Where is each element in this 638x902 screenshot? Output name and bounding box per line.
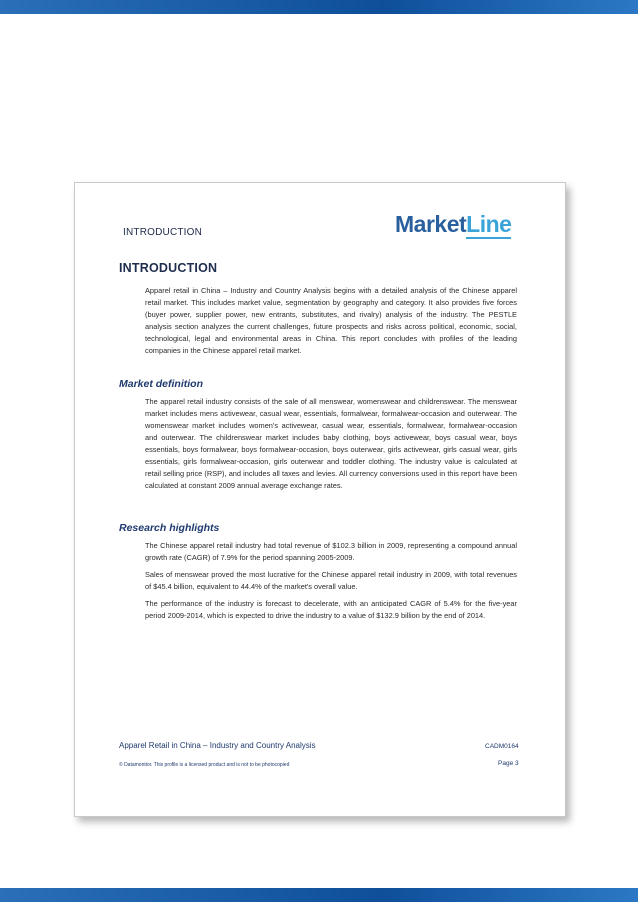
footer-page-number: Page 3 (498, 760, 519, 767)
top-brand-band (0, 0, 638, 14)
research-highlights-heading: Research highlights (119, 522, 220, 534)
logo-line-text: Line (466, 211, 512, 237)
bottom-brand-band (0, 888, 638, 902)
highlight-paragraph: The performance of the industry is forecast to decelerate, with an anticipated CAGR of 5.4% for the five-year period 2009-2014, which is expected to drive the industry to a value of $132.9 billion by the end of 2014. (145, 599, 517, 620)
intro-paragraph: Apparel retail in China – Industry and Country Analysis begins with a detailed analysis of the Chinese apparel retail market. This includes market value, segmentation by geography and category. It also provides five forces (buyer power, supplier power, new entrants, substitutes, and rivalry) analysis of the industry. The PESTLE analysis section analyzes the current challenges, future prospects and risks across political, economic, social, technological, legal and environmental areas in China. This report concludes with profiles of the leading companies in the Chinese apparel retail market. (145, 286, 517, 355)
market-definition-heading: Market definition (119, 378, 204, 390)
marketline-logo (395, 211, 511, 241)
highlight-paragraph: The Chinese apparel retail industry had total revenue of $102.3 billion in 2009, representing a compound annual growth rate (CAGR) of 7.9% for the period spanning 2005-2009. (145, 541, 517, 562)
highlight-paragraph: Sales of menswear proved the most lucrative for the Chinese apparel retail industry in 2009, with total revenues of $45.4 billion, equivalent to 44.4% of the market's overall value. (145, 570, 517, 591)
footer-copyright: © Datamonitor. This profile is a licensed product and is not to be photocopied (119, 762, 290, 768)
logo-market-text: Market (395, 211, 467, 237)
header-section-label: INTRODUCTION (123, 227, 203, 238)
document-page (74, 182, 566, 817)
footer-report-title: Apparel Retail in China – Industry and Country Analysis (119, 741, 316, 750)
footer-report-code: CADM0164 (485, 743, 519, 750)
page-title: INTRODUCTION (119, 261, 218, 275)
market-definition-paragraph: The apparel retail industry consists of the sale of all menswear, womenswear and childrenswear. The menswear market includes mens activewear, casual wear, essentials, formalwear, formalwear-occasion and outerwear. The womenswear market includes women's activewear, casual wear, essentials, formalwear, formalwear-occasion and outerwear. The childrenswear market includes baby clothing, boys activewear, boys casual wear, boys essentials, boys formalwear, boys formalwear-occasion, boys outerwear, girls activewear, girls casual wear, girls essentials, girls formalwear-occasion, girls outerwear and toddler clothing. The industry value is calculated at retail selling price (RSP), and includes all taxes and levies. All currency conversions used in this report have been calculated at constant 2009 annual average exchange rates. (145, 397, 517, 490)
